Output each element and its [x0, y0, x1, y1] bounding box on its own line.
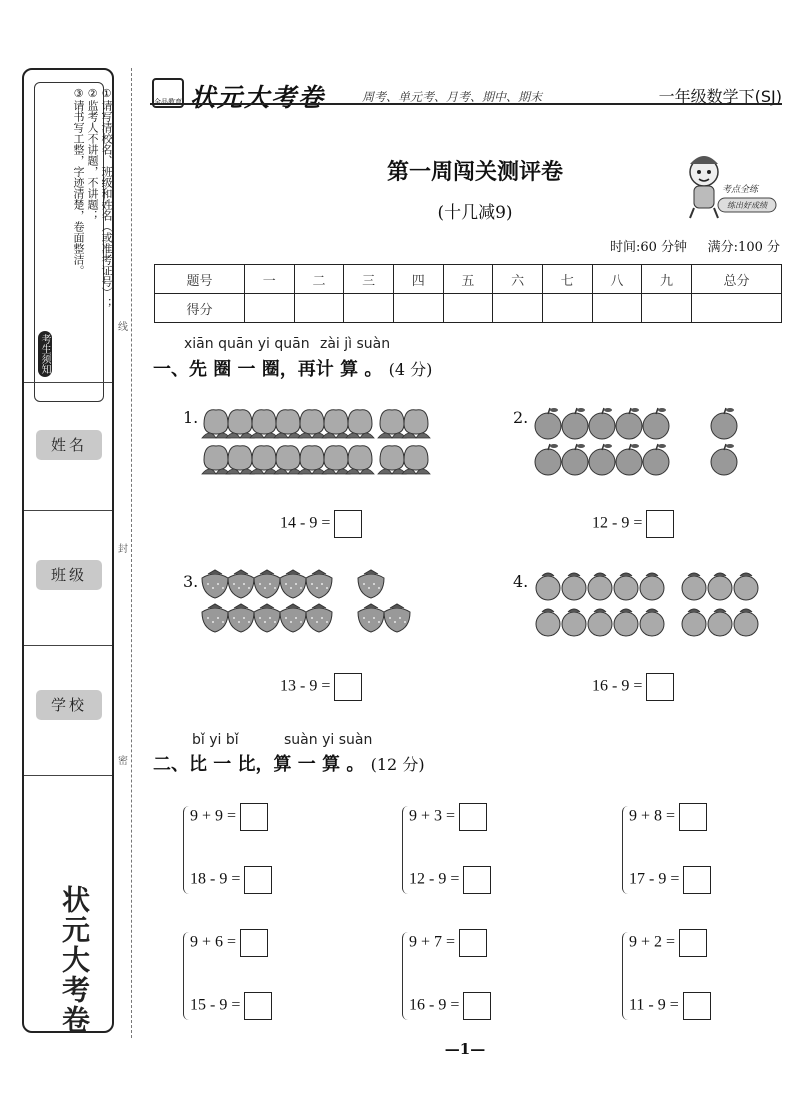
answer-box[interactable]: [646, 673, 674, 701]
answer-box[interactable]: [240, 929, 268, 957]
section1-heading: [153, 355, 432, 381]
header-logo: 状元大考卷: [190, 83, 326, 112]
equation-row: [280, 673, 362, 701]
strawberry-icon: [202, 604, 228, 632]
divider: [24, 510, 112, 511]
table-cell: 题号: [155, 265, 245, 294]
answer-box[interactable]: [334, 510, 362, 538]
peach-icon: [322, 446, 350, 474]
peach-icon: [250, 410, 278, 438]
peach-icon: [202, 410, 230, 438]
peach-icon: [378, 446, 406, 474]
section1-title: 一、先 圈 一 圈，再计 算 。: [153, 359, 383, 380]
class-label: 班级: [36, 560, 102, 590]
answer-box[interactable]: [679, 803, 707, 831]
problem-number: 4.: [513, 572, 529, 591]
equation: 9 + 3 =: [409, 807, 456, 825]
answer-box[interactable]: [463, 992, 491, 1020]
peach-icon: [298, 446, 326, 474]
section2-heading: [153, 750, 425, 776]
peach-icon: [402, 410, 430, 438]
apple-icon: [643, 408, 669, 439]
strawberry-icon: [228, 604, 254, 632]
peach-icon: [346, 410, 374, 438]
orange-icon: [536, 609, 560, 636]
equation: 17 - 9 =: [629, 870, 680, 888]
section1-pinyin-1: xiān quān yi quān: [184, 336, 310, 352]
strawberry-icon: [306, 604, 332, 632]
name-label: 姓名: [36, 430, 102, 460]
mascot-icon: [682, 150, 777, 220]
orange-icon: [562, 609, 586, 636]
table-cell: 五: [443, 265, 493, 294]
peach-icon: [298, 410, 326, 438]
equation: 9 + 6 =: [190, 933, 237, 951]
peach-icon: [274, 446, 302, 474]
page-number: —1—: [444, 1040, 486, 1058]
strawberry-icon: [280, 570, 306, 598]
strawberry-group-icon: [200, 566, 440, 638]
sidebar-logo: 状元大考卷: [58, 885, 91, 1035]
strawberry-icon: [306, 570, 332, 598]
apple-icon: [711, 444, 737, 475]
apple-icon: [711, 408, 737, 439]
section1-pinyin-2: zài jì suàn: [320, 336, 391, 352]
school-label: 学校: [36, 690, 102, 720]
apple-icon: [562, 408, 588, 439]
strawberry-icon: [228, 570, 254, 598]
equation: 11 - 9 =: [629, 996, 679, 1014]
score-cell[interactable]: [642, 294, 692, 323]
equation: 9 + 2 =: [629, 933, 676, 951]
apple-icon: [643, 444, 669, 475]
equation-row: [280, 510, 362, 538]
answer-box[interactable]: [459, 803, 487, 831]
exam-notice-box: [34, 82, 113, 402]
section2-title: 二、比 一 比，算 一 算 。: [153, 754, 365, 775]
equation-row: [409, 929, 487, 957]
answer-box[interactable]: [679, 929, 707, 957]
score-table: [154, 264, 782, 323]
score-cell[interactable]: [393, 294, 443, 323]
page-subtitle: (十几减9): [437, 203, 513, 223]
mascot-text-1: 考点全练: [721, 185, 759, 195]
cut-mark-secret: 密: [118, 756, 128, 767]
answer-box[interactable]: [244, 866, 272, 894]
section2-points: (12 分): [370, 755, 425, 774]
section1-points: (4 分): [388, 360, 433, 379]
answer-box[interactable]: [240, 803, 268, 831]
peach-icon: [202, 446, 230, 474]
strawberry-icon: [280, 604, 306, 632]
table-cell: 八: [592, 265, 642, 294]
equation: 9 + 9 =: [190, 807, 237, 825]
notice-text: [53, 87, 113, 397]
full-score: 满分:100 分: [707, 240, 780, 255]
score-cell[interactable]: [592, 294, 642, 323]
answer-box[interactable]: [463, 866, 491, 894]
notice-line-1: ①请写清校名、班级和姓名（或准考证号）；: [100, 87, 113, 309]
cut-mark-line: 线: [118, 322, 128, 333]
score-cell[interactable]: [691, 294, 781, 323]
cut-mark-seal: 封: [118, 544, 128, 555]
apple-icon: [589, 444, 615, 475]
equation: 16 - 9 =: [592, 677, 643, 695]
strawberry-icon: [358, 570, 384, 598]
table-cell: 总分: [691, 265, 781, 294]
equation: 15 - 9 =: [190, 996, 241, 1014]
answer-box[interactable]: [334, 673, 362, 701]
table-cell: 六: [493, 265, 543, 294]
answer-box[interactable]: [646, 510, 674, 538]
score-cell[interactable]: [443, 294, 493, 323]
peach-icon: [226, 410, 254, 438]
table-cell: 得分: [155, 294, 245, 323]
orange-icon: [708, 609, 732, 636]
answer-box[interactable]: [683, 866, 711, 894]
answer-box[interactable]: [244, 992, 272, 1020]
equation: 13 - 9 =: [280, 677, 331, 695]
equation-row: [409, 803, 487, 831]
notice-line-3: ③请书写工整，字迹清楚，卷面整洁。: [72, 87, 85, 276]
orange-icon: [682, 573, 706, 600]
peach-icon: [250, 446, 278, 474]
equation-row: [592, 673, 674, 701]
publisher-badge: 全品教育: [152, 78, 184, 108]
peach-icon: [274, 410, 302, 438]
equation-row: [629, 929, 707, 957]
notice-line-2: ②监考人不讲题，不讲题；: [86, 87, 99, 221]
peach-icon: [378, 410, 406, 438]
section2-pinyin-1: bǐ yi bǐ: [192, 732, 239, 748]
answer-box[interactable]: [459, 929, 487, 957]
strawberry-icon: [254, 604, 280, 632]
equation-row: [190, 929, 268, 957]
orange-icon: [734, 573, 758, 600]
equation: 9 + 7 =: [409, 933, 456, 951]
peach-icon: [346, 446, 374, 474]
equation: 16 - 9 =: [409, 996, 460, 1014]
time-limit: 时间:60 分钟: [609, 240, 687, 255]
orange-icon: [562, 573, 586, 600]
orange-icon: [588, 573, 612, 600]
score-cell[interactable]: [493, 294, 543, 323]
score-cell[interactable]: [344, 294, 394, 323]
mascot-text-2: 练出好成绩: [727, 201, 767, 210]
apple-icon: [589, 408, 615, 439]
problem-number: 1.: [183, 408, 199, 427]
equation-row: [409, 866, 491, 894]
table-cell: 二: [294, 265, 344, 294]
divider: [24, 382, 112, 383]
orange-icon: [588, 609, 612, 636]
orange-group-icon: [532, 566, 772, 642]
strawberry-icon: [384, 604, 410, 632]
score-table-header-row: [155, 265, 782, 294]
notice-title: 考生须知: [38, 331, 52, 377]
apple-icon: [535, 408, 561, 439]
score-table-score-row: [155, 294, 782, 323]
apple-icon: [562, 444, 588, 475]
apple-icon: [616, 408, 642, 439]
answer-box[interactable]: [683, 992, 711, 1020]
equation: 12 - 9 =: [409, 870, 460, 888]
equation-row: [629, 992, 711, 1020]
apple-icon: [535, 444, 561, 475]
equation-row: [190, 992, 272, 1020]
equation-row: [629, 803, 707, 831]
peach-icon: [322, 410, 350, 438]
problem-number: 2.: [513, 408, 529, 427]
equation: 18 - 9 =: [190, 870, 241, 888]
equation-row: [592, 510, 674, 538]
problem-number: 3.: [183, 572, 199, 591]
page-title: 第一周闯关测评卷: [386, 160, 563, 185]
divider: [24, 645, 112, 646]
divider: [24, 775, 112, 776]
equation: 14 - 9 =: [280, 514, 331, 532]
equation-row: [190, 803, 268, 831]
peach-group-icon: [200, 400, 440, 480]
orange-icon: [640, 609, 664, 636]
header-rule: [150, 103, 782, 105]
table-cell: 七: [542, 265, 592, 294]
equation: 12 - 9 =: [592, 514, 643, 532]
equation-row: [629, 866, 711, 894]
table-cell: 四: [393, 265, 443, 294]
equation-row: [409, 992, 491, 1020]
peach-icon: [226, 446, 254, 474]
strawberry-icon: [202, 570, 228, 598]
score-cell[interactable]: [244, 294, 294, 323]
apple-group-icon: [532, 400, 752, 480]
orange-icon: [614, 573, 638, 600]
header-grade: 一年级数学下(SJ): [658, 87, 782, 106]
strawberry-icon: [254, 570, 280, 598]
equation: 9 + 8 =: [629, 807, 676, 825]
time-info: [610, 236, 780, 255]
section2-pinyin-2: suàn yi suàn: [284, 732, 373, 748]
peach-icon: [402, 446, 430, 474]
header-tags: 周考、单元考、月考、期中、期末: [362, 90, 543, 104]
table-cell: 三: [344, 265, 394, 294]
score-cell[interactable]: [294, 294, 344, 323]
table-cell: 九: [642, 265, 692, 294]
equation-row: [190, 866, 272, 894]
orange-icon: [682, 609, 706, 636]
strawberry-icon: [358, 604, 384, 632]
orange-icon: [708, 573, 732, 600]
score-cell[interactable]: [542, 294, 592, 323]
orange-icon: [734, 609, 758, 636]
orange-icon: [640, 573, 664, 600]
orange-icon: [536, 573, 560, 600]
table-cell: 一: [244, 265, 294, 294]
apple-icon: [616, 444, 642, 475]
orange-icon: [614, 609, 638, 636]
